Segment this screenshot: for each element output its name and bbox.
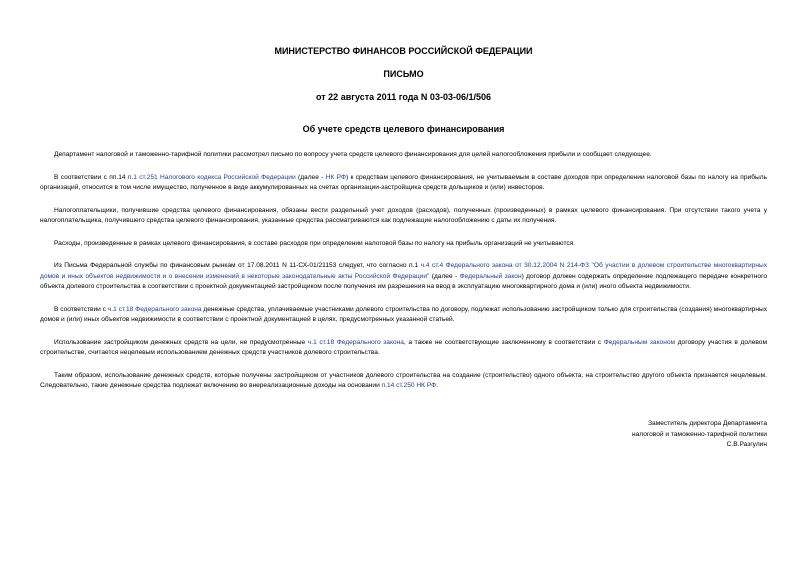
text: Использование застройщиком денежных средств на цели, не предусмотренные	[54, 338, 308, 346]
doc-subject: Об учете средств целевого финансирования	[302, 124, 505, 134]
link-art18-federal-law[interactable]: ч.1 ст.18 Федерального закона	[107, 305, 202, 313]
paragraph-2	[40, 173, 767, 194]
letter-body	[40, 150, 767, 392]
ministry-title: МИНИСТЕРСТВО ФИНАНСОВ РОССИЙСКОЙ ФЕДЕРАЦИИ	[274, 46, 533, 56]
link-art18-federal-law-2[interactable]: ч.1 ст.18 Федерального закона	[307, 338, 404, 346]
signature-position: Заместитель директора Департамента	[648, 420, 767, 427]
link-tax-code[interactable]: НК РФ	[325, 173, 346, 181]
paragraph-1: Департамент налоговой и таможенно-тарифной политики рассмотрел письмо по вопросу учета средств целевого финансирования для целей налогообложения прибыли и сообщает следующее.	[54, 151, 652, 158]
paragraph-5	[40, 261, 767, 293]
signature-block	[632, 419, 767, 451]
doc-date-number: от 22 августа 2011 года N 03-03-06/1/506	[316, 92, 491, 102]
link-federal-law-2[interactable]: Федеральным законом	[603, 338, 676, 346]
signature-department: налоговой и таможенно-тарифной политики	[631, 430, 767, 438]
text: (далее -	[429, 272, 460, 280]
link-federal-law[interactable]: Федеральный закон	[459, 272, 522, 280]
text: ) к средствам целевого финансирования, не учитываемым в составе доходов при определении налоговой базы по налогу на прибыль организаций, относится в том числе имущество, полученное в виде аккумулированных на счетах организации-застройщика средств дольщиков и (или) инвесторов.	[40, 173, 768, 191]
text: (далее -	[295, 173, 326, 181]
link-art250-tax-code[interactable]: п.14 ст.250 НК РФ	[381, 382, 437, 389]
paragraph-4: Расходы, произведенные в рамках целевого финансирования, в составе расходов при определении налоговой базы по налогу на прибыль организаций не учитываются.	[54, 239, 576, 247]
text: В соответствии с	[54, 305, 108, 313]
text: ) договор должен содержать определение подлежащего передаче конкретного объекта долевого строительства в соответствии с проектной документацией застройщиком после получения им разрешения на ввод в эксплуатацию многоквартирного дома и (или) иного объекта недвижимости.	[40, 272, 767, 290]
text: , а также не соответствующие заключенному в соответствии с	[403, 338, 604, 346]
text: Из Письма Федеральной службы по финансовым рынкам от 17.08.2011 N 11-СХ-01/21153 следует, что согласно п.1	[54, 262, 421, 269]
link-art251-tax-code[interactable]: п.1 ст.251 Налогового кодекса Российской Федерации	[127, 173, 296, 181]
link-federal-law-214[interactable]: ч.4 ст.4 Федерального закона от 30.12.2004 N 214-ФЗ "Об участии в долевом строительстве многоквартирных домов и иных объектов недвижимости и о внесении изменений в некоторые законодательные акты Российской Федерации"	[40, 262, 768, 280]
text: денежные средства, уплачиваемые участниками долевого строительства по договору, подлежат использованию застройщиком только для строительства (создания) многоквартирных домов и (или) иных объектов недвижимости в соответствии с проектной документацией в целях, предусмотренных указанной статьей.	[40, 305, 767, 323]
text: Таким образом, использование денежных средств, которые получены застройщиком от участников долевого строительства на создание (строительство) одного объекта, на строительство другого объекта признается нецелевым. Следовательно, такие денежные средства подлежат включению во внереализационные доходы на основании	[40, 371, 767, 389]
paragraph-6	[40, 305, 767, 326]
paragraph-7	[40, 338, 767, 359]
paragraph-8	[40, 371, 767, 392]
text: .	[436, 382, 439, 389]
doc-type: ПИСЬМО	[383, 69, 424, 79]
text: договору участия в долевом строительстве, считается нецелевым использованием денежных средств участников долевого строительства.	[40, 338, 767, 356]
text: В соответствии с пп.14	[54, 173, 128, 181]
paragraph-3: Налогоплательщики, получившие средства целевого финансирования, обязаны вести раздельный учет доходов (расходов), полученных (произведенных) в рамках целевого финансирования. При отсутствии такого учета у налогоплательщика, получившего средства целевого финансирования, указанные средства рассматриваются как подлежащие налогообложению с даты их получения.	[40, 206, 767, 224]
signature-name: С.В.Разгулин	[726, 441, 767, 448]
